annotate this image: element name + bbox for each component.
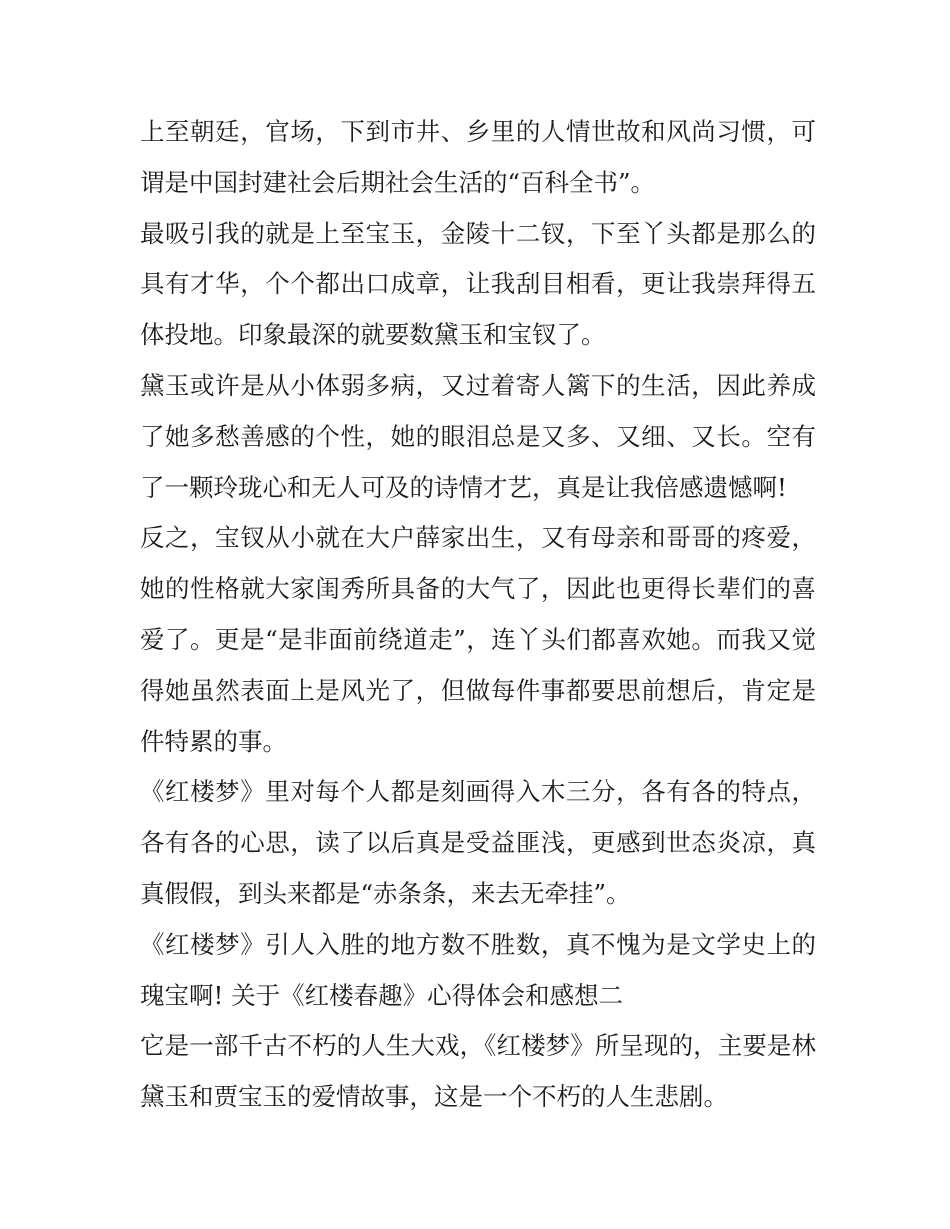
paragraph-2: 最吸引我的就是上至宝玉，金陵十二钗，下至丫头都是那么的具有才华，个个都出口成章，让我刮目相看，更让我崇拜得五体投地。印象最深的就要数黛玉和宝钗了。 bbox=[140, 218, 816, 350]
paragraph-3: 黛玉或许是从小体弱多病，又过着寄人篱下的生活，因此养成了她多愁善感的个性，她的眼泪总是又多、又细、又长。空有了一颗玲珑心和无人可及的诗情才艺，真是让我倍感遗憾啊! bbox=[140, 370, 816, 502]
paragraph-7: 它是一部千古不朽的人生大戏，《红楼梦》所呈现的，主要是林黛玉和贾宝玉的爱情故事，这是一个不朽的人生悲剧。 bbox=[140, 1031, 816, 1112]
paragraph-1: 上至朝廷，官场，下到市井、乡里的人情世故和风尚习惯，可谓是中国封建社会后期社会生活的“百科全书”。 bbox=[140, 117, 816, 197]
paragraph-4: 反之，宝钗从小就在大户薛家出生，又有母亲和哥哥的疼爱，她的性格就大家闺秀所具备的大气了，因此也更得长辈们的喜爱了。更是“是非面前绕道走”，连丫头们都喜欢她。而我又觉得她虽然表面上是风光了，但做每件事都要思前想后，肯定是件特累的事。 bbox=[140, 523, 816, 756]
document-page bbox=[140, 107, 816, 1123]
paragraph-6: 《红楼梦》引人入胜的地方数不胜数，真不愧为是文学史上的瑰宝啊! 关于《红楼春趣》心得体会和感想二 bbox=[140, 929, 816, 1010]
paragraph-5: 《红楼梦》里对每个人都是刻画得入木三分，各有各的特点，各有各的心思，读了以后真是受益匪浅，更感到世态炎凉，真真假假，到头来都是“赤条条，来去无牵挂”。 bbox=[140, 777, 816, 908]
